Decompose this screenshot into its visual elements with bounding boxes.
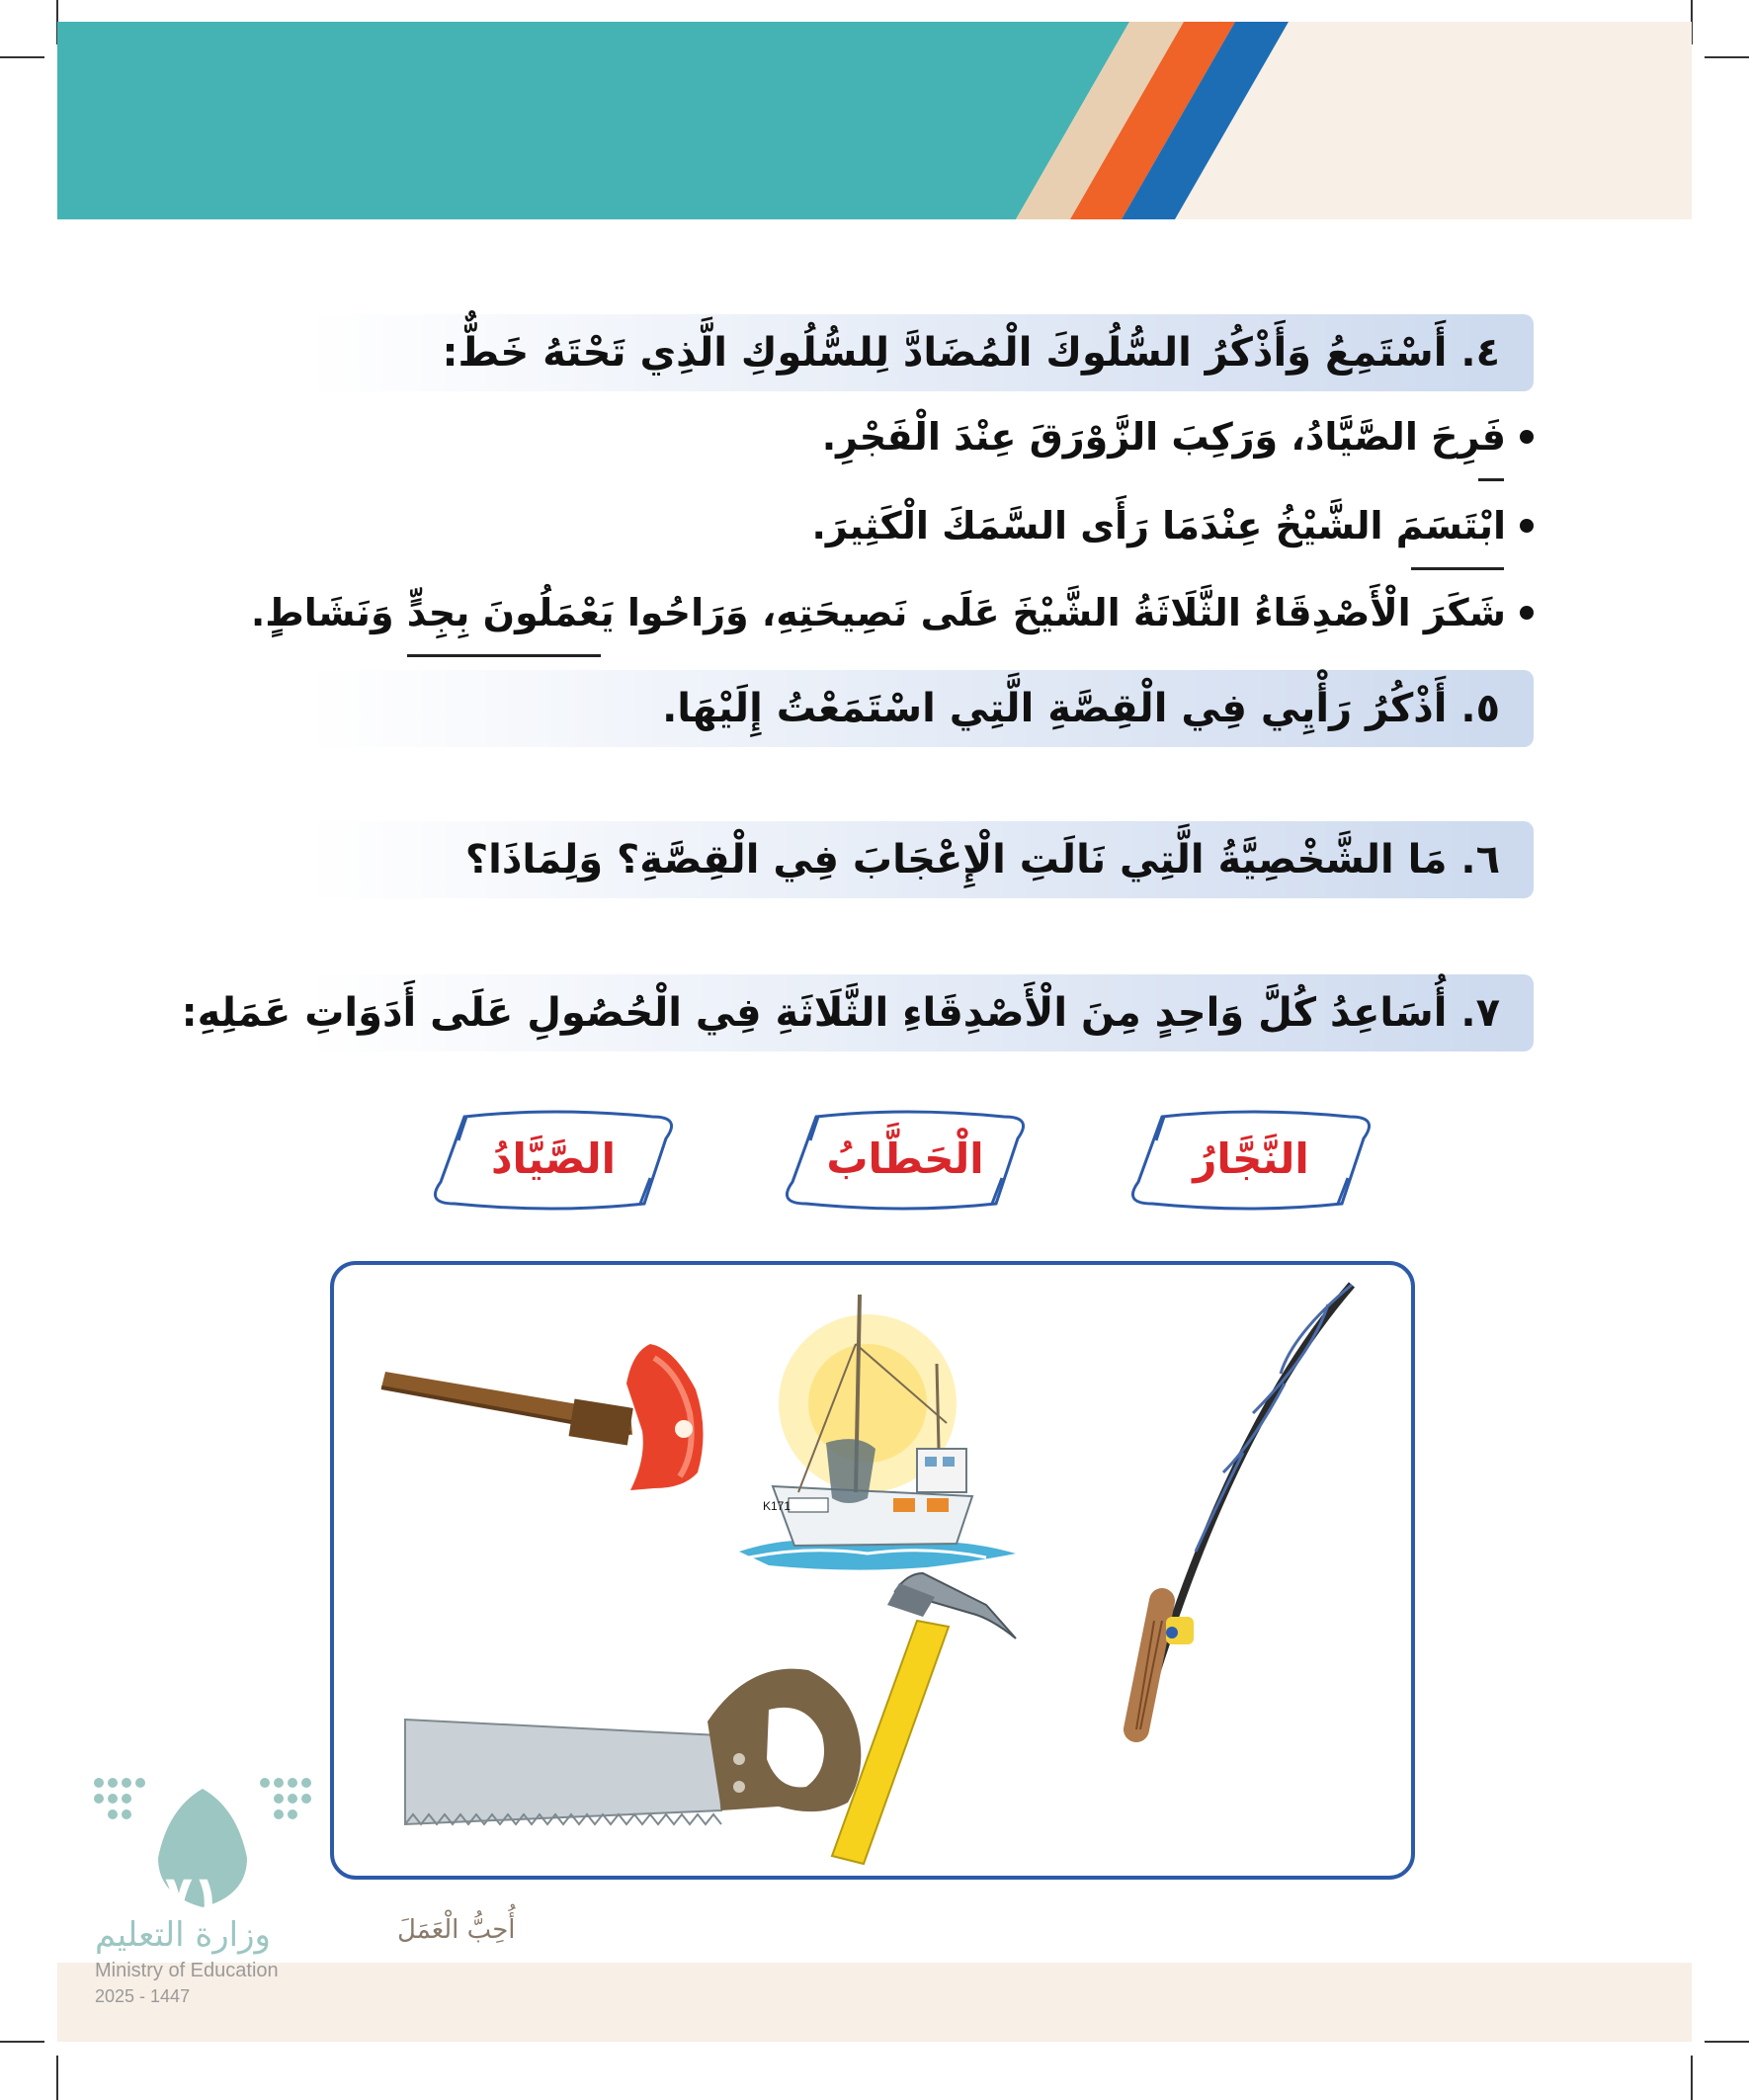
header-banner [57,22,1692,219]
crop-mark [56,2056,58,2100]
label-woodcutter[interactable]: الْحَطَّابُ [777,1109,1034,1214]
footer-strip [57,1963,1692,2042]
question-7: ٧. أُسَاعِدُ كُلَّ وَاحِدٍ مِنَ الْأَصْدِقَاءِ الثَّلَاثَةِ فِي الْحُصُولِ عَلَى أَدَوَاتِ عَمَلِهِ: [306,974,1534,1051]
underline [1478,478,1504,481]
question-4: ٤. أَسْتَمِعُ وَأَذْكُرُ السُّلُوكَ الْمُضَادَّ لِلسُّلُوكِ الَّذِي تَحْتَهُ خَطٌّ: [306,314,1534,391]
axe-icon[interactable] [381,1344,704,1490]
bullet-dot [1520,519,1534,533]
bullet-dot [1520,430,1534,444]
label-fisherman[interactable]: الصَّيَّادُ [425,1109,682,1214]
saw-icon[interactable] [405,1669,861,1824]
ministry-name-english: Ministry of Education [95,1960,279,1981]
underline [1411,567,1504,570]
question-6: ٦. مَا الشَّخْصِيَّةُ الَّتِي نَالَتِ الْإِعْجَابَ فِي الْقِصَّةِ؟ وَلِمَاذَا؟ [306,821,1534,898]
bullet-item: شَكَرَ الْأَصْدِقَاءُ الثَّلَاثَةُ الشَّيْخَ عَلَى نَصِيحَتِهِ، وَرَاحُوا يَعْمَلُونَ بِجِدٍّ وَنَشَاطٍ. [251,591,1534,634]
bullet-item: ابْتَسَمَ الشَّيْخُ عِنْدَمَا رَأَى السَّمَكَ الْكَثِيرَ. [811,504,1534,547]
question-5: ٥. أَذْكُرُ رَأْيِي فِي الْقِصَّةِ الَّتِي اسْتَمَعْتُ إِلَيْهَا. [306,670,1534,747]
crop-mark [0,2041,44,2043]
page-number: ٧١ [164,1866,221,1919]
crop-mark [0,56,44,58]
fishing-rod-icon[interactable] [1136,1285,1352,1739]
fishing-boat-icon[interactable] [739,1295,1016,1570]
crop-mark [1705,56,1749,58]
crop-mark [1705,2041,1749,2043]
crop-mark [1691,2056,1693,2100]
underline [407,654,601,657]
label-carpenter[interactable]: النَّجَّارُ [1123,1109,1379,1214]
unit-title: أُحِبُّ الْعَمَلَ [397,1915,516,1945]
hammer-icon[interactable] [832,1573,1016,1864]
bullet-item: فَرِحَ الصَّيَّادُ، وَرَكِبَ الزَّوْرَقَ عِنْدَ الْفَجْرِ. [822,415,1534,459]
edition-year: 2025 - 1447 [95,1986,191,2006]
boat-registration: K171 [762,1499,791,1513]
tools-picture-box [330,1261,1415,1880]
bullet-dot [1520,606,1534,620]
ministry-name-arabic: وزارة التعليم [95,1915,271,1955]
